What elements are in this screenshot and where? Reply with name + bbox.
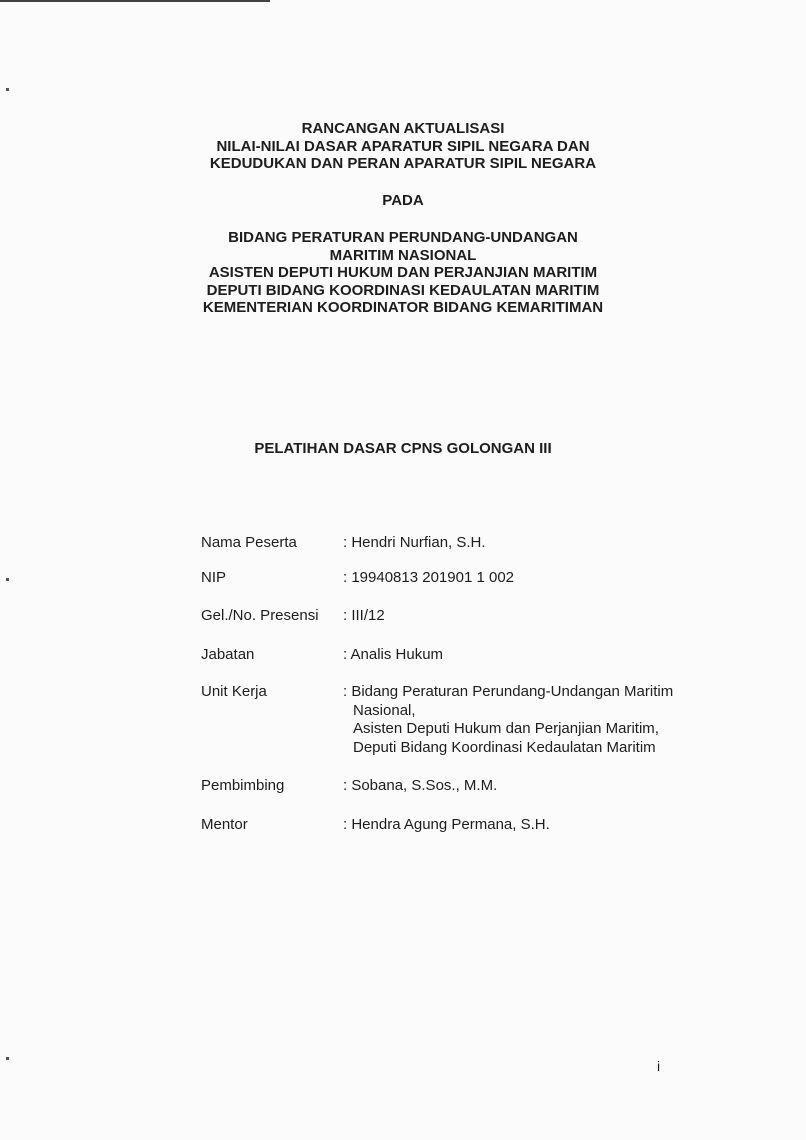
- scan-edge-line: [0, 0, 270, 2]
- title-line: NILAI-NILAI DASAR APARATUR SIPIL NEGARA DAN: [216, 137, 590, 155]
- unit-line: KEMENTERIAN KOORDINATOR BIDANG KEMARITIMAN: [202, 299, 604, 317]
- page-number: i: [657, 1058, 661, 1074]
- field-value: : Sobana, S.Sos., M.M.: [343, 777, 498, 794]
- training-heading: PELATIHAN DASAR CPNS GOLONGAN III: [254, 440, 552, 457]
- field-value-cont: Deputi Bidang Koordinasi Kedaulatan Maritim: [353, 738, 656, 756]
- field-value: : 19940813 201901 1 002: [343, 569, 514, 586]
- field-value-cont: Asisten Deputi Hukum dan Perjanjian Maritim,: [353, 720, 659, 737]
- title-line: KEDUDUKAN DAN PERAN APARATUR SIPIL NEGARA: [209, 155, 597, 173]
- field-label: Pembimbing: [201, 777, 285, 794]
- unit-line: ASISTEN DEPUTI HUKUM DAN PERJANJIAN MARITIM: [208, 264, 598, 282]
- field-value: : Hendri Nurfian, S.H.: [343, 534, 486, 551]
- document-title: [0, 120, 806, 173]
- field-label: Unit Kerja: [201, 683, 267, 700]
- field-value: : III/12: [343, 607, 385, 624]
- field-value: : Hendra Agung Permana, S.H.: [343, 816, 550, 833]
- field-label: NIP: [201, 569, 227, 586]
- field-value: : Analis Hukum: [343, 646, 444, 663]
- field-value-cont: Nasional,: [353, 701, 416, 719]
- field-label: Nama Peserta: [201, 534, 297, 551]
- unit-heading: [0, 229, 806, 317]
- unit-line: BIDANG PERATURAN PERUNDANG-UNDANGAN: [228, 229, 578, 246]
- field-label: Jabatan: [201, 646, 255, 663]
- unit-line: DEPUTI BIDANG KOORDINASI KEDAULATAN MARITIM: [206, 281, 600, 299]
- unit-line: MARITIM NASIONAL: [329, 246, 477, 264]
- field-value-block: [343, 683, 673, 757]
- scan-mark: [6, 1057, 9, 1060]
- field-label: Gel./No. Presensi: [201, 607, 319, 624]
- field-label: Mentor: [201, 816, 248, 833]
- field-value: : Bidang Peraturan Perundang-Undangan Maritim: [343, 683, 674, 700]
- title-line: RANCANGAN AKTUALISASI: [301, 120, 505, 137]
- scan-mark: [6, 578, 9, 581]
- pada-heading: PADA: [382, 192, 424, 209]
- scan-mark: [6, 88, 9, 91]
